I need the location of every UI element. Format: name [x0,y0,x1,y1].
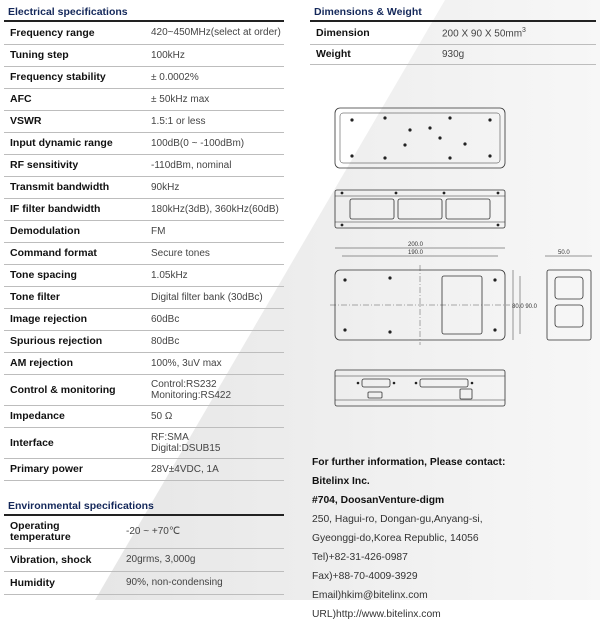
website-url[interactable]: URL)http://www.bitelinx.com [312,609,441,620]
top-view [335,108,505,168]
side-view [545,250,592,340]
env-row [4,571,284,594]
spec-row [4,330,284,352]
spec-label: Image rejection [4,308,145,330]
spec-row [4,66,284,88]
spec-label: AFC [4,88,145,110]
spec-value [145,374,284,405]
spec-row [4,458,284,480]
spec-row [4,220,284,242]
spec-value: 100dB(0 ~ -100dBm) [145,132,284,154]
spec-value: 100kHz [145,44,284,66]
spec-value: 80dBc [145,330,284,352]
spec-value: -110dBm, nominal [145,154,284,176]
spec-value-line: RF:SMA [151,431,189,443]
company-name: Bitelinx Inc. [312,476,370,487]
spec-row [4,198,284,220]
address-suite: #704, DoosanVenture-digm [312,495,445,506]
dimensions-table [310,22,596,65]
spec-label: Frequency stability [4,66,145,88]
spec-row [4,88,284,110]
spec-label: VSWR [4,110,145,132]
spec-label: Control & monitoring [4,374,145,405]
fax-number: Fax)+88-70-4009-3929 [312,571,418,582]
env-value: 20grms, 3,000g [120,548,284,571]
spec-row [4,44,284,66]
spec-label: Primary power [4,458,145,480]
electrical-title: Electrical specifications [8,6,128,18]
spec-row [4,405,284,427]
dim-height: 80.0 90.0 [512,304,538,310]
spec-value: 420~450MHz(select at order) [145,22,284,44]
spec-row [4,352,284,374]
spec-row [4,242,284,264]
spec-label: Tone filter [4,286,145,308]
dim-width-outer: 200.0 [408,242,424,248]
spec-value-line: Monitoring:RS422 [151,389,232,401]
spec-label: AM rejection [4,352,145,374]
electrical-section [4,6,284,481]
address-line-1: 250, Hagui-ro, Dongan-gu,Anyang-si, [312,514,483,525]
contact-heading: For further information, Please contact: [312,457,506,468]
phone-number: Tel)+82-31-426-0987 [312,552,408,563]
spec-row [4,286,284,308]
email-address[interactable]: Email)hkim@bitelinx.com [312,590,428,601]
spec-row [4,132,284,154]
spec-label: RF sensitivity [4,154,145,176]
contact-block [312,453,597,624]
spec-value: 90kHz [145,176,284,198]
dimensions-title: Dimensions & Weight [314,6,422,18]
spec-row [4,154,284,176]
env-row [4,548,284,571]
env-value: -20 ~ +70℃ [120,516,284,548]
dim-side-width: 50.0 [558,250,570,256]
env-value: 90%, non-condensing [120,571,284,594]
mechanical-drawing [300,90,600,420]
spec-value: 50 Ω [145,405,284,427]
spec-value: 28V±4VDC, 1A [145,458,284,480]
electrical-table [4,22,284,481]
weight-label: Weight [310,44,436,64]
weight-value: 930g [436,44,596,64]
front-view [335,190,505,228]
env-label: Humidity [4,571,120,594]
spec-value: Digital filter bank (30dBc) [145,286,284,308]
spec-value-line: Digital:DSUB15 [151,442,221,454]
spec-value: 1.05kHz [145,264,284,286]
spec-row [4,308,284,330]
env-label-line: Operating [10,519,60,532]
dimension-view [330,242,538,345]
spec-value: 1.5:1 or less [145,110,284,132]
spec-value: 180kHz(3dB), 360kHz(60dB) [145,198,284,220]
dim-width-inner: 190.0 [408,250,424,256]
spec-label: Command format [4,242,145,264]
spec-row [4,22,284,44]
spec-value: FM [145,220,284,242]
spec-value: 100%, 3uV max [145,352,284,374]
spec-label: Tuning step [4,44,145,66]
spec-value: 60dBc [145,308,284,330]
address-line-2: Gyeonggi-do,Korea Republic, 14056 [312,533,479,544]
spec-value [145,427,284,458]
spec-label: Demodulation [4,220,145,242]
spec-row [4,427,284,458]
env-label: Vibration, shock [4,548,120,571]
environmental-title: Environmental specifications [8,500,154,512]
spec-value-line: Control:RS232 [151,378,217,390]
dimension-row [310,22,596,44]
dimensions-section [310,6,596,65]
dimension-value: 200 X 90 X $50mm^3$ [436,22,596,44]
spec-row [4,110,284,132]
spec-label: Spurious rejection [4,330,145,352]
spec-label: Tone spacing [4,264,145,286]
env-label [4,516,120,548]
spec-value: ± 0.0002% [145,66,284,88]
spec-value: ± 50kHz max [145,88,284,110]
connector-view [335,370,505,406]
spec-row [4,374,284,405]
weight-row [310,44,596,64]
spec-label: Interface [4,427,145,458]
env-label-line: temperature [10,530,71,543]
env-row [4,516,284,548]
dimension-label: Dimension [310,22,436,44]
spec-label: Transmit bandwidth [4,176,145,198]
spec-row [4,264,284,286]
spec-row [4,176,284,198]
spec-label: Impedance [4,405,145,427]
spec-value: Secure tones [145,242,284,264]
environmental-section [4,500,284,595]
spec-label: Frequency range [4,22,145,44]
spec-label: Input dynamic range [4,132,145,154]
spec-label: IF filter bandwidth [4,198,145,220]
environmental-table [4,516,284,595]
